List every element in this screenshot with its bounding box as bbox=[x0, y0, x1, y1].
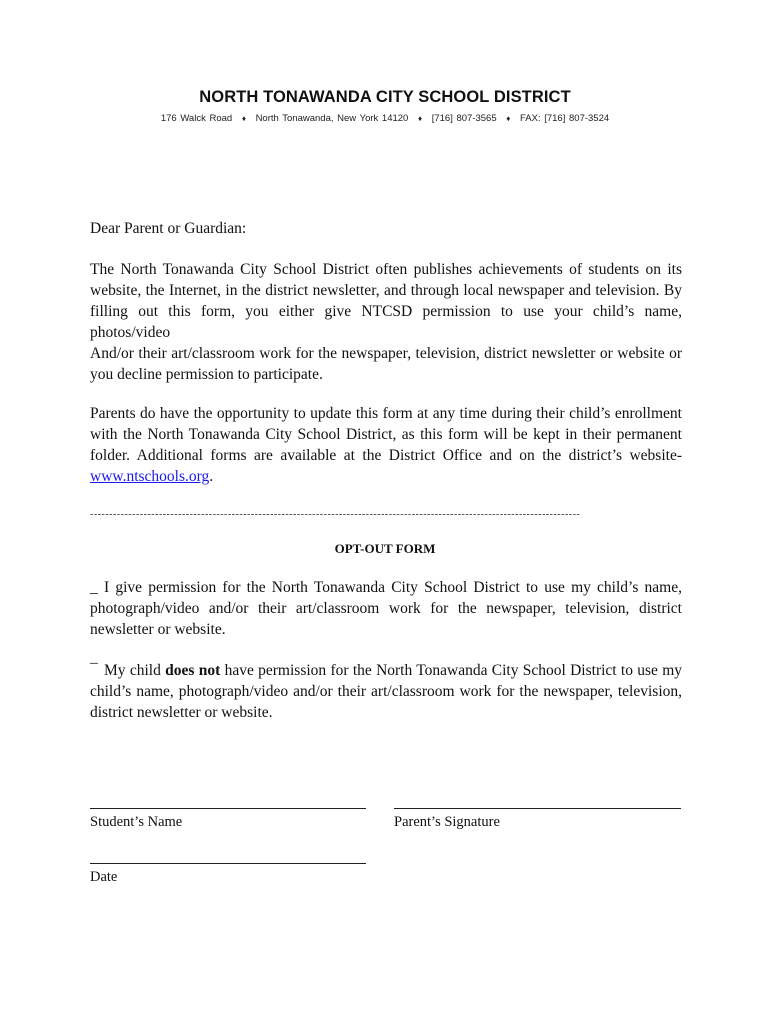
letter-paragraph-2 bbox=[90, 403, 682, 487]
parent-signature-label: Parent’s Signature bbox=[394, 814, 500, 830]
diamond-separator-icon: ♦ bbox=[417, 114, 423, 123]
option-2-emphasis: does not bbox=[165, 662, 221, 679]
city-address: North Tonawanda, New York 14120 bbox=[255, 113, 409, 124]
cut-line-divider: -------------------------------------------------------------------------------------------------------------------------------- bbox=[90, 509, 581, 520]
fax-number: FAX: [716] 807-3524 bbox=[520, 113, 610, 124]
paragraph-2-text: Parents do have the opportunity to update this form at any time during their child’s enrollment with the North Tonawanda City School District, as this form will be kept in their permanent folder. Additional forms are available at the District Office and on the district’s website- bbox=[90, 405, 682, 464]
option-2-checkbox[interactable]: ¯ bbox=[90, 662, 98, 679]
phone-number: [716] 807-3565 bbox=[431, 113, 497, 124]
district-address-line bbox=[0, 113, 770, 124]
street-address: 176 Walck Road bbox=[160, 113, 233, 124]
student-name-line[interactable] bbox=[90, 808, 366, 809]
option-2-text-pre: My child bbox=[104, 662, 161, 679]
paragraph-2-period: . bbox=[209, 468, 214, 485]
letter-paragraph-1 bbox=[90, 259, 682, 385]
website-link[interactable]: www.ntschools.org bbox=[90, 468, 210, 485]
option-1-checkbox[interactable]: _ bbox=[90, 579, 98, 596]
parent-signature-line[interactable] bbox=[394, 808, 681, 809]
option-2-text-post: have permission for the North Tonawanda City School District to use my child’s name, photograph/video and/or their art/classroom work for the newspaper, television, district newsletter or website. bbox=[90, 662, 683, 721]
date-line[interactable] bbox=[90, 863, 366, 864]
letter-greeting: Dear Parent or Guardian: bbox=[90, 220, 247, 237]
paragraph-1-continued: And/or their art/classroom work for the newspaper, television, district newsletter or website or you decline permission to participate. bbox=[90, 345, 682, 383]
paragraph-1-text: The North Tonawanda City School District often publishes achievements of students on its website, the Internet, in the district newsletter, and through local newspaper and television. By filling out this form, you either give NTCSD permission to use your child’s name, photos/video bbox=[90, 261, 682, 341]
permission-option-grant bbox=[90, 577, 682, 640]
diamond-separator-icon: ♦ bbox=[506, 114, 511, 123]
date-label: Date bbox=[90, 869, 118, 885]
permission-option-decline bbox=[90, 660, 682, 723]
diamond-separator-icon: ♦ bbox=[241, 114, 246, 123]
student-name-label: Student’s Name bbox=[90, 814, 183, 830]
opt-out-heading: OPT-OUT FORM bbox=[334, 541, 436, 556]
district-title: NORTH TONAWANDA CITY SCHOOL DISTRICT bbox=[199, 88, 571, 106]
option-1-text: I give permission for the North Tonawanda City School District to use my child’s name, photograph/video and/or their art/classroom work for the newspaper, television, district newsletter or website. bbox=[90, 579, 682, 638]
